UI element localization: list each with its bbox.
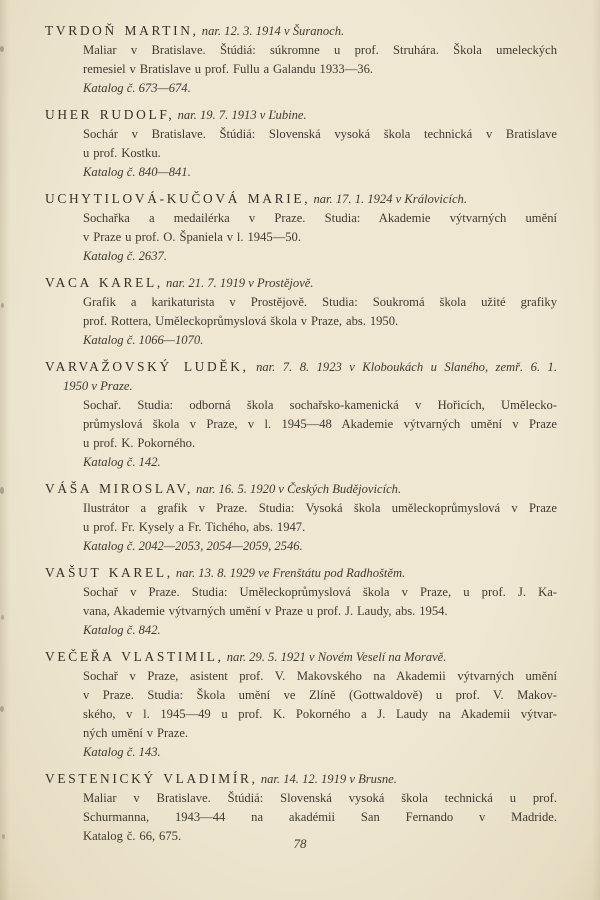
artist-name: VAŠUT KAREL, [45,565,173,580]
biography-line: Sochár v Bratislave. Štúdiá: Slovenská vysoká škola technická v Bratislave [83,127,557,141]
catalog-number: Katalog č. 1066—1070. [83,333,204,347]
catalog-entry [45,189,557,266]
biography-line: Maliar v Bratislave. Štúdiá: súkromne u prof. Struhára. Škola umeleckých [83,43,557,57]
artist-name: VARVAŽOVSKÝ LUDĚK, [45,359,249,374]
birth-info: nar. 16. 5. 1920 v Českých Budějovicích. [193,482,402,496]
biography-line: prof. Rottera, Uměleckoprůmyslová škola v Praze, abs. 1950. [83,314,399,328]
entry-header [45,357,557,377]
artist-name: VACA KAREL, [45,275,163,290]
entry-header [45,769,557,789]
entry-header [45,563,557,583]
artist-name: UHER RUDOLF, [45,107,175,122]
entries-list [45,21,557,846]
biography-line: Sochařka a medailérka v Praze. Studia: Akademie výtvarných umění [83,211,557,225]
artist-name: VESTENICKÝ VLADIMÍR, [45,771,258,786]
catalog-entry [45,563,557,640]
catalog-entry [45,21,557,98]
birth-info: nar. 19. 7. 1913 v Ľubine. [174,108,307,122]
entry-biography [45,293,557,331]
biography-line: Sochař. Studia: odborná škola sochařsko-kamenická v Hořicích, Umělecko- [83,398,557,412]
scan-artifact [0,487,4,494]
scan-artifact [0,46,4,52]
catalog-entry [45,647,557,762]
biography-line: Grafik a karikaturista v Prostějově. Studia: Soukromá škola užité grafiky [83,295,557,309]
biography-line: u prof. K. Pokorného. [83,436,196,450]
birth-info: nar. 12. 3. 1914 v Šuranoch. [198,24,345,38]
entry-header [45,647,557,667]
catalog-number: Katalog č. 143. [83,745,161,759]
biography-line: v Praze u prof. O. Španiela v l. 1945—50. [83,230,302,244]
biography-line: průmyslová škola v Praze, v l. 1945—48 Akademie výtvarných umění v Praze [83,417,557,431]
catalog-number: Katalog č. 142. [83,455,161,469]
biography-line: Schurmanna, 1943—44 na akadémii San Fernando v Madride. [83,810,557,824]
biography-line: u prof. Kostku. [83,146,161,160]
entry-header [45,189,557,209]
artist-name: VÁŠA MIROSLAV, [45,481,194,496]
artist-name: UCHYTILOVÁ-KUČOVÁ MARIE, [45,191,311,206]
entry-header [45,21,557,41]
birth-info: nar. 14. 12. 1919 v Brusne. [257,772,397,786]
catalog-entry [45,769,557,846]
catalog-number: Katalog č. 842. [83,623,161,637]
catalog-number: Katalog č. 2042—2053, 2054—2059, 2546. [83,539,303,553]
entry-header [45,273,557,293]
biography-line: Ilustrátor a grafik v Praze. Studia: Vysoká škola uměleckoprůmyslová v Praze [83,501,557,515]
scan-artifact [1,303,4,308]
birth-info-continued: 1950 v Praze. [63,379,133,393]
birth-info: nar. 7. 8. 1923 v Kloboukách u Slaného, zemř. 6. 1. [248,360,557,374]
biography-line: remesiel v Bratislave u prof. Fullu a Galandu 1933—36. [83,62,374,76]
catalog-entry [45,479,557,556]
biography-line: Sochař v Praze. Studia: Uměleckoprůmyslová škola v Praze, u prof. J. Ka- [83,585,557,599]
catalog-entry [45,105,557,182]
artist-name: TVRDOŇ MARTIN, [45,23,199,38]
entry-biography [45,667,557,743]
entry-biography [45,583,557,621]
artist-name: VEČEŘA VLASTIMIL, [45,649,224,664]
page-number: 78 [293,836,307,851]
biography-line: Katalog č. 66, 675. [83,829,182,843]
entry-biography [45,125,557,163]
catalog-entry [45,357,557,472]
entry-biography [45,41,557,79]
catalog-number: Katalog č. 673—674. [83,81,191,95]
entry-header [45,105,557,125]
birth-info: nar. 17. 1. 1924 v Královicích. [310,192,468,206]
catalog-number: Katalog č. 2637. [83,249,167,263]
biography-line: vana, Akademie výtvarných umění v Praze u prof. J. Laudy, abs. 1954. [83,604,448,618]
entry-biography [45,396,557,453]
birth-info: nar. 21. 7. 1919 v Prostějově. [162,276,314,290]
entry-header [45,479,557,499]
biography-line: Maliar v Bratislave. Štúdiá: Slovenská vysoká škola technická u prof. [83,791,557,805]
biography-line: v Praze. Studia: Škola umění ve Zlíně (Gottwaldově) u prof. V. Makov- [83,688,557,702]
catalog-number: Katalog č. 840—841. [83,165,191,179]
birth-info: nar. 29. 5. 1921 v Novém Veselí na Moravě. [223,650,447,664]
biography-line: ných umění v Praze. [83,726,189,740]
biography-line: Sochař v Praze, asistent prof. V. Makovského na Akademii výtvarných umění [83,669,557,683]
biography-line: u prof. Fr. Kysely a Fr. Tichého, abs. 1947. [83,520,306,534]
birth-info: nar. 13. 8. 1929 ve Frenštátu pod Radhoštěm. [172,566,406,580]
scan-artifact [0,706,4,712]
entry-biography [45,209,557,247]
scan-artifact [1,615,4,620]
biography-line: ského, v l. 1945—49 u prof. K. Pokorného a J. Laudy na Akademii výtvar- [83,707,557,721]
catalog-entry [45,273,557,350]
entry-biography [45,499,557,537]
